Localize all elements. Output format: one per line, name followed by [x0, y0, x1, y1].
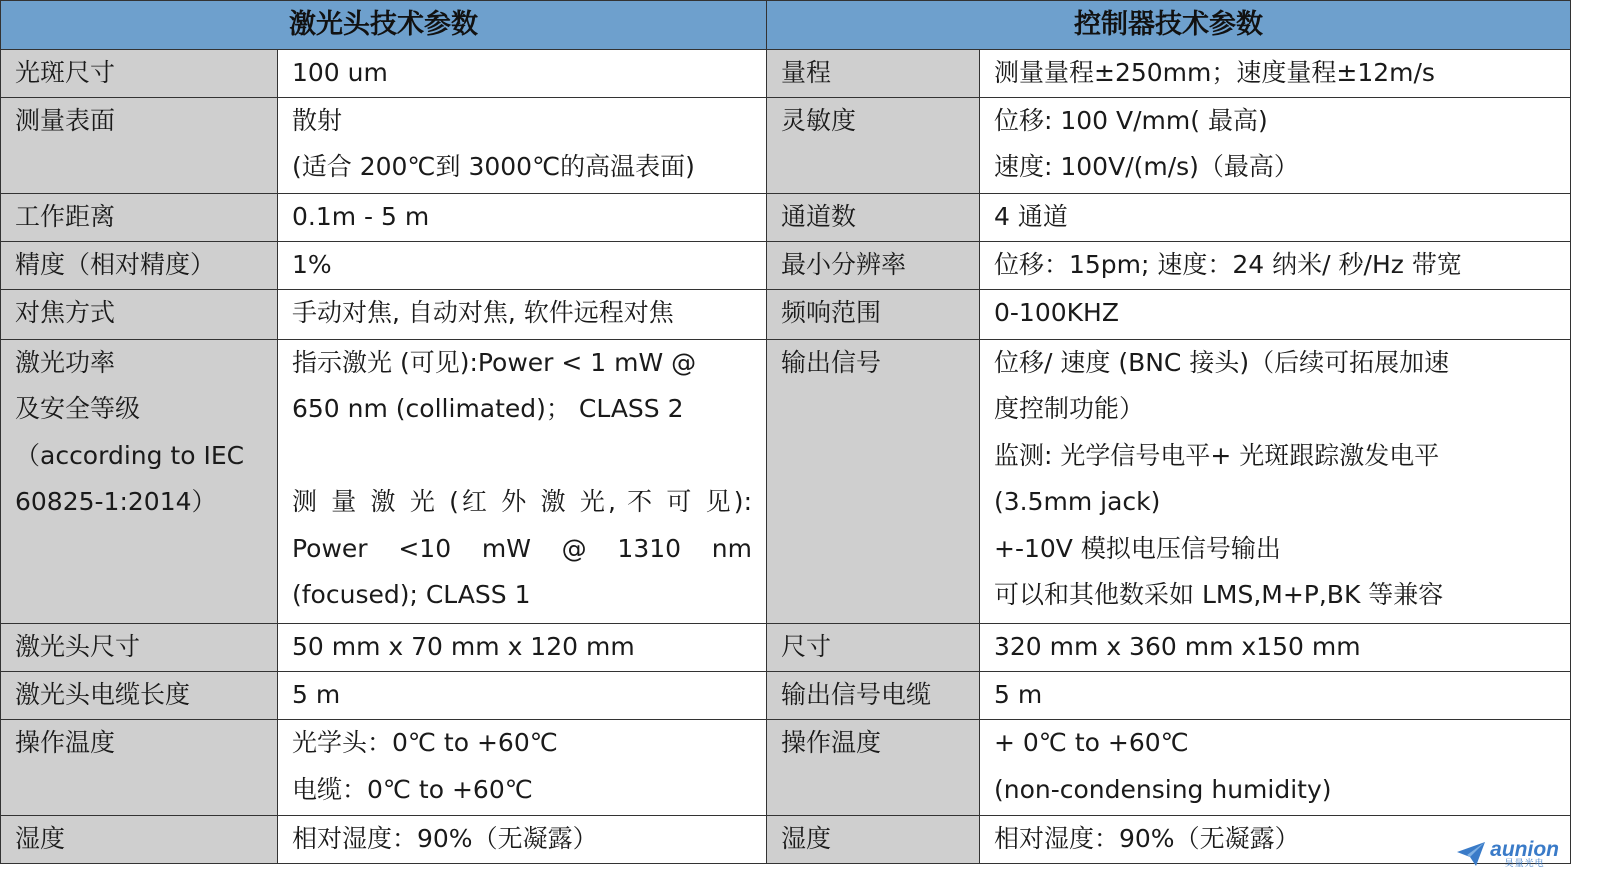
cell-text: 650 nm (collimated)； CLASS 2 — [292, 394, 684, 424]
table-row — [1, 97, 1571, 193]
cell-text: 测量表面 — [15, 105, 116, 135]
cell-text: 光学头：0℃ to +60℃ — [292, 728, 558, 758]
cell-text: 1% — [292, 250, 332, 279]
cell-text: 4 通道 — [994, 201, 1068, 231]
left-value-cell — [278, 97, 767, 193]
cell-text: (non-condensing humidity) — [994, 774, 1332, 804]
left-label-cell — [1, 97, 278, 193]
right-value-cell — [980, 339, 1571, 623]
cell-text: （according to IEC — [15, 440, 245, 470]
table-row — [1, 290, 1571, 339]
cell-text: 0-100KHZ — [994, 298, 1119, 328]
cell-text: 可以和其他数采如 LMS,M+P,BK 等兼容 — [994, 580, 1444, 610]
right-value-cell — [980, 671, 1571, 719]
cell-text: 频响范围 — [781, 298, 882, 328]
cell-text: 湿度 — [15, 824, 66, 854]
left-label-cell — [1, 193, 278, 241]
right-label-cell — [767, 290, 980, 339]
cell-text: 电缆：0℃ to +60℃ — [292, 774, 533, 804]
header-row — [1, 1, 1571, 50]
table-row — [1, 50, 1571, 98]
cell-text: 位移: 100 V/mm( 最高) — [994, 105, 1268, 135]
logo-subtitle: 昊量光电 — [1504, 859, 1545, 869]
right-label-cell — [767, 193, 980, 241]
cell-text: (适合 200℃到 3000℃的高温表面) — [292, 152, 695, 182]
cell-text: 湿度 — [781, 824, 832, 854]
cell-text: 测 量 激 光 (红 外 激 光, 不 可 见): — [292, 487, 752, 517]
right-value-cell — [980, 720, 1571, 816]
table-row — [1, 671, 1571, 719]
table-row — [1, 720, 1571, 816]
left-value-cell — [278, 290, 767, 339]
cell-text: 尺寸 — [781, 632, 832, 662]
table-row — [1, 193, 1571, 241]
right-value-cell — [980, 97, 1571, 193]
cell-text: 散射 — [292, 105, 343, 135]
right-label-cell — [767, 97, 980, 193]
right-label-cell — [767, 50, 980, 98]
table-row — [1, 624, 1571, 672]
cell-text: 激光头尺寸 — [15, 632, 141, 662]
cell-text: 测量量程±250mm；速度量程±12m/s — [994, 58, 1435, 87]
cell-text: 灵敏度 — [781, 105, 857, 135]
left-value-cell — [278, 193, 767, 241]
right-value-cell — [980, 242, 1571, 290]
cell-text: 通道数 — [781, 201, 857, 231]
cell-text: 输出信号 — [781, 347, 882, 377]
left-value-cell — [278, 624, 767, 672]
left-label-cell — [1, 50, 278, 98]
cell-text: 光斑尺寸 — [15, 58, 116, 87]
cell-text — [292, 433, 752, 480]
left-label-cell — [1, 671, 278, 719]
left-label-cell — [1, 816, 278, 864]
cell-text: 最小分辨率 — [781, 250, 907, 279]
cell-text: (focused); CLASS 1 — [292, 580, 531, 610]
right-value-cell — [980, 193, 1571, 241]
cell-text: 100 um — [292, 58, 388, 87]
right-label-cell — [767, 624, 980, 672]
cell-text: 手动对焦, 自动对焦, 软件远程对焦 — [292, 298, 674, 328]
left-value-cell — [278, 50, 767, 98]
cell-text: 位移：15pm; 速度：24 纳米/ 秒/Hz 带宽 — [994, 250, 1462, 279]
cell-text: 60825-1:2014） — [15, 487, 217, 517]
right-value-cell — [980, 290, 1571, 339]
right-label-cell — [767, 242, 980, 290]
left-label-cell — [1, 242, 278, 290]
cell-text: 相对湿度：90%（无凝露） — [292, 824, 598, 854]
cell-text: 50 mm x 70 mm x 120 mm — [292, 632, 635, 662]
right-value-cell — [980, 50, 1571, 98]
cell-text: 量程 — [781, 58, 832, 87]
cell-text: 5 m — [292, 679, 341, 709]
cell-text: Power <10 mW @ 1310 nm — [292, 533, 752, 563]
cell-text: 操作温度 — [15, 728, 116, 758]
cell-text: + 0℃ to +60℃ — [994, 728, 1189, 758]
left-value-cell — [278, 671, 767, 719]
controller-header: 控制器技术参数 — [767, 1, 1571, 50]
cell-text: 输出信号电缆 — [781, 679, 932, 709]
cell-text: +-10V 模拟电压信号输出 — [994, 533, 1281, 563]
right-label-cell — [767, 720, 980, 816]
left-label-cell — [1, 290, 278, 339]
cell-text: 监测: 光学信号电平+ 光斑跟踪激发电平 — [994, 440, 1440, 470]
cell-text: 精度（相对精度） — [15, 250, 216, 279]
cell-text: 激光功率 — [15, 347, 116, 377]
left-label-cell — [1, 720, 278, 816]
left-label-cell — [1, 339, 278, 623]
cell-text: 工作距离 — [15, 201, 116, 231]
cell-text: 0.1m - 5 m — [292, 201, 430, 231]
cell-text: 位移/ 速度 (BNC 接头)（后续可拓展加速 — [994, 347, 1450, 377]
right-value-cell — [980, 624, 1571, 672]
cell-text: 5 m — [994, 679, 1043, 709]
cell-text: 及安全等级 — [15, 394, 141, 424]
right-label-cell — [767, 339, 980, 623]
table-body — [1, 50, 1571, 864]
right-label-cell — [767, 816, 980, 864]
cell-text: 相对湿度：90%（无凝露） — [994, 824, 1300, 854]
brand-logo — [1456, 839, 1559, 869]
cell-text: 320 mm x 360 mm x150 mm — [994, 632, 1361, 662]
paper-plane-icon — [1456, 841, 1486, 867]
table-row — [1, 339, 1571, 623]
cell-text: 指示激光 (可见):Power < 1 mW @ — [292, 347, 697, 377]
right-label-cell — [767, 671, 980, 719]
laser-head-header: 激光头技术参数 — [1, 1, 767, 50]
left-value-cell — [278, 816, 767, 864]
table-row — [1, 816, 1571, 864]
table-row — [1, 242, 1571, 290]
left-value-cell — [278, 720, 767, 816]
cell-text: 对焦方式 — [15, 298, 116, 328]
left-label-cell — [1, 624, 278, 672]
logo-wordmark: aunion — [1490, 838, 1559, 861]
cell-text: 度控制功能） — [994, 394, 1145, 424]
left-value-cell — [278, 339, 767, 623]
left-value-cell — [278, 242, 767, 290]
cell-text: (3.5mm jack) — [994, 487, 1161, 517]
cell-text: 操作温度 — [781, 728, 882, 758]
cell-text: 激光头电缆长度 — [15, 679, 191, 709]
cell-text: 速度: 100V/(m/s)（最高） — [994, 152, 1299, 182]
